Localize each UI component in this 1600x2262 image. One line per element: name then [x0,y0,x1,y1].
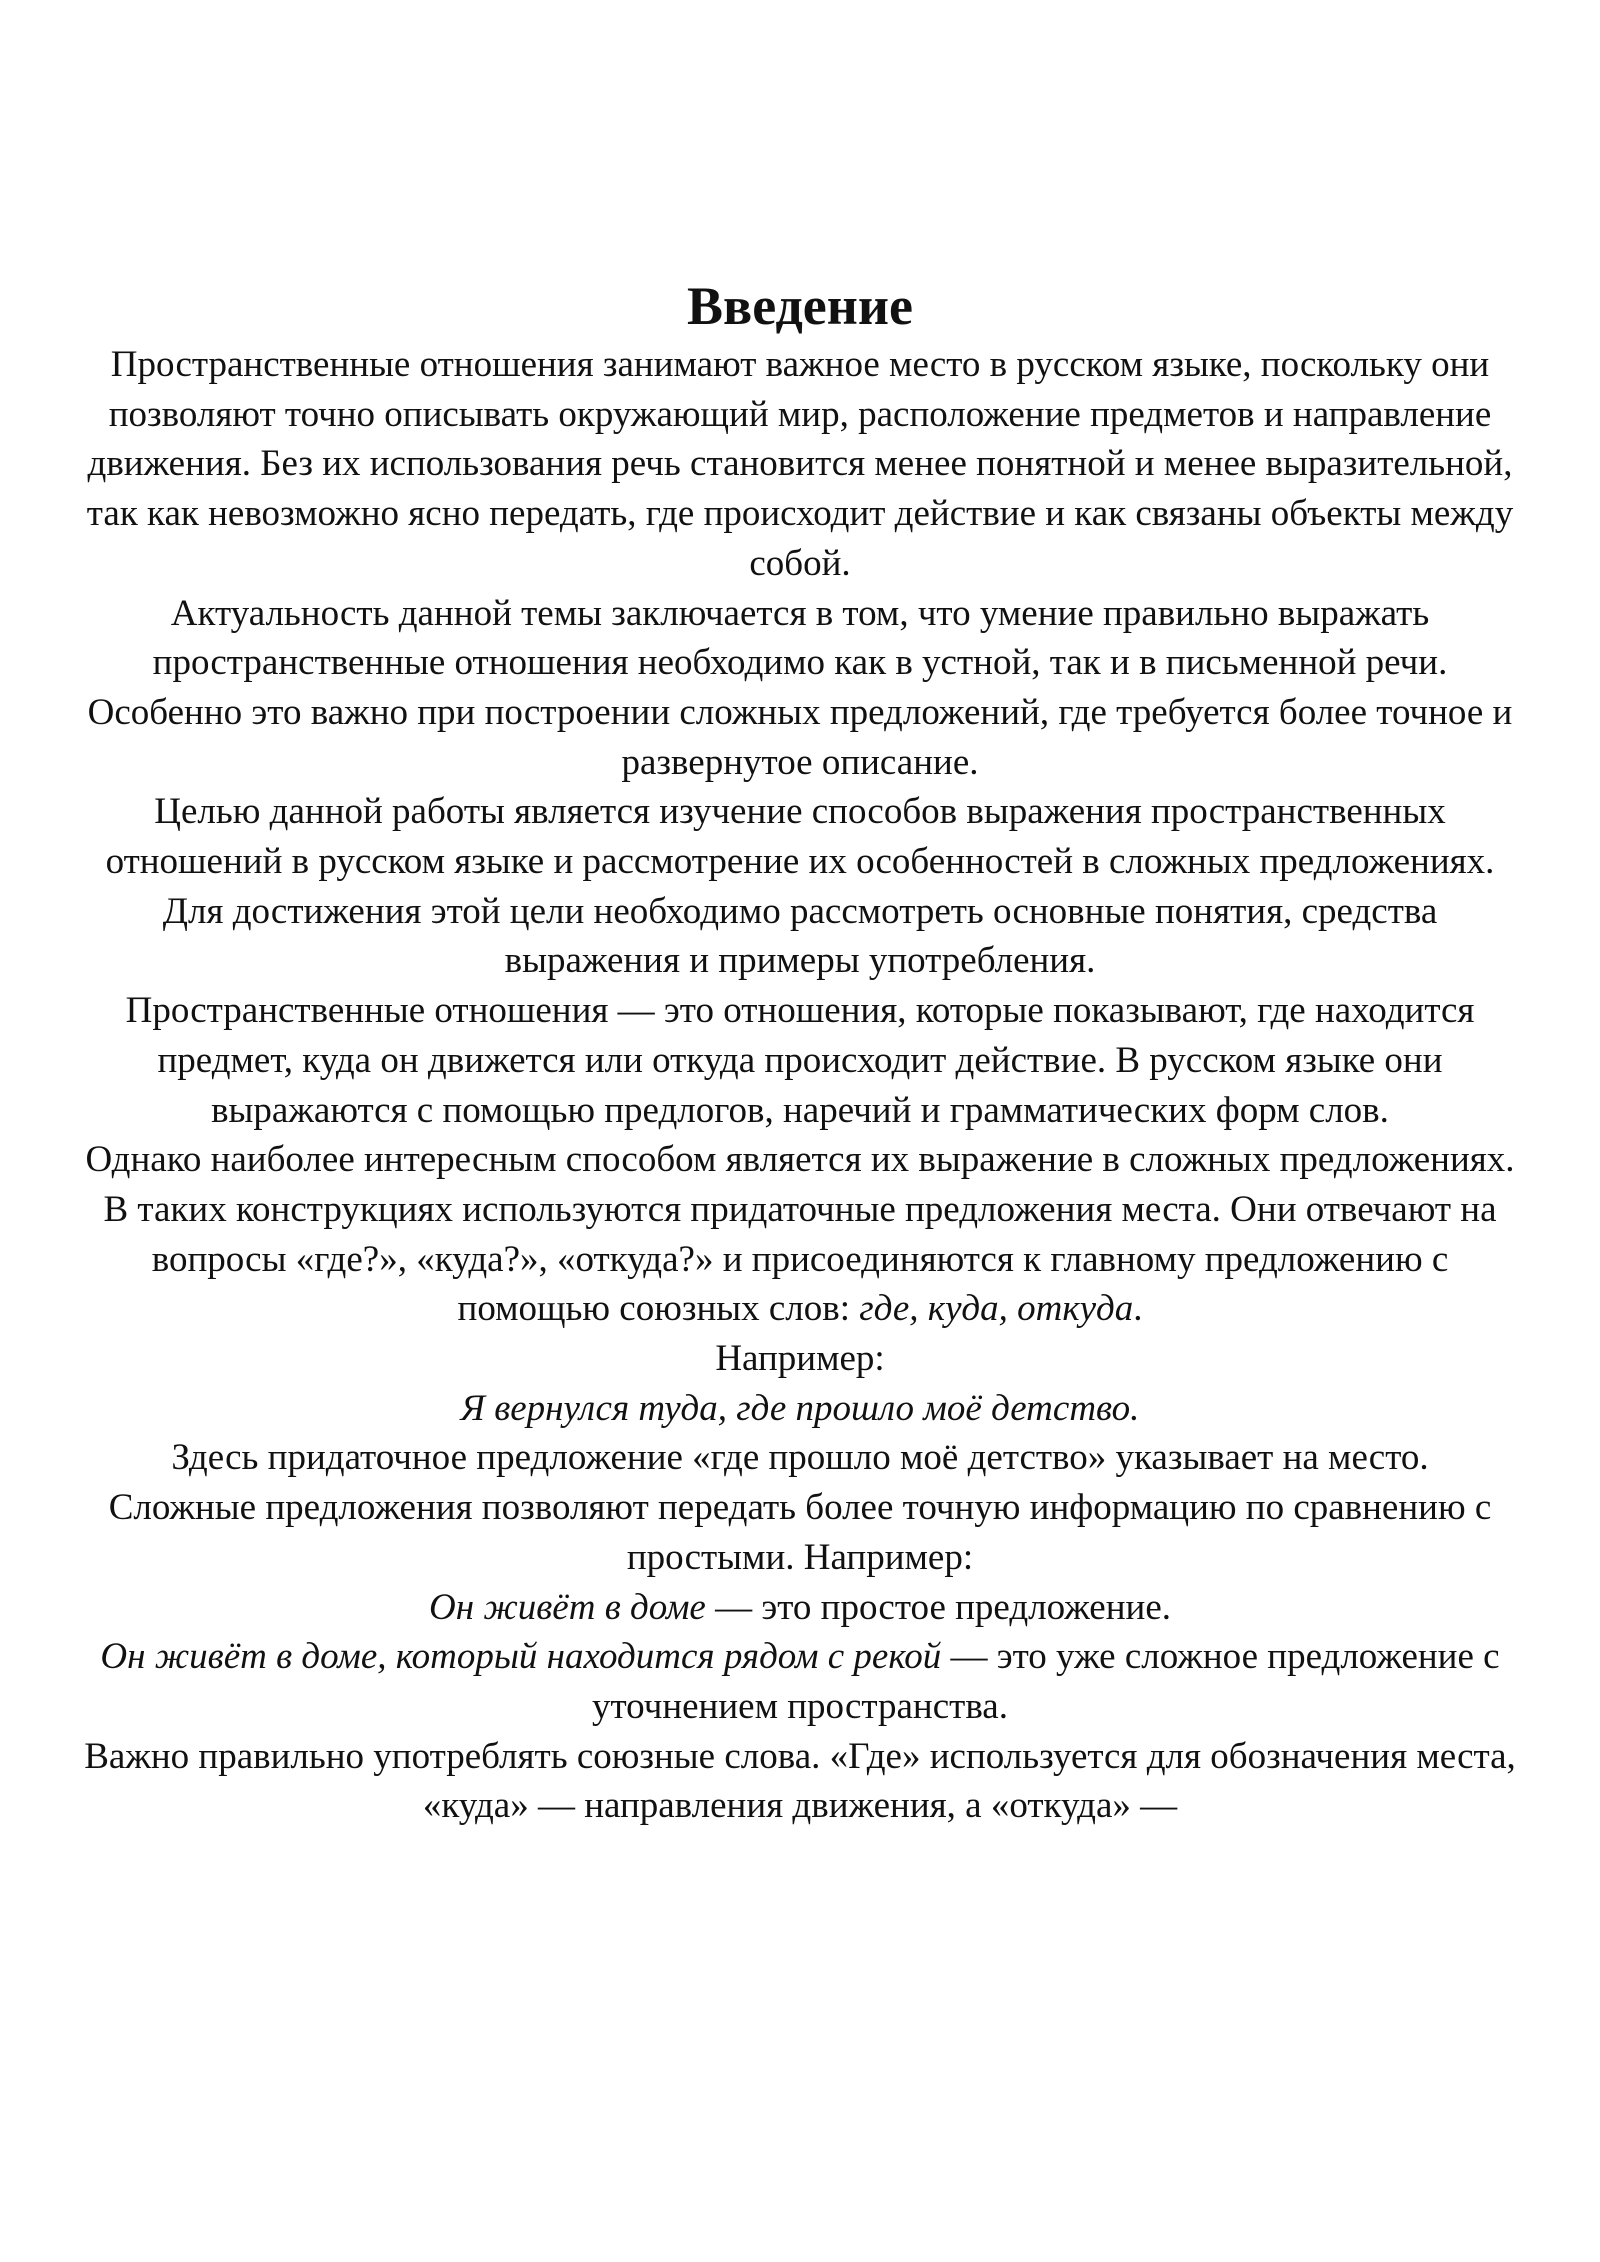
paragraph-definition: Пространственные отношения — это отношения, которые показывают, где находится предмет, куда он движется или откуда происходит действие. В русском языке они выражаются с помощью предлогов, наречий и грамматических форм слов. [125,990,1475,1131]
complex-example-sentence: Он живёт в доме, который находится рядом с рекой [100,1636,942,1678]
paragraph-complex-sentences-end: . [1133,1288,1143,1330]
document-title: Введение [687,276,913,336]
complex-example-comment: — это уже сложное предложение с уточнением пространства. [592,1636,1500,1727]
simple-example-sentence: Он живёт в доме [429,1586,706,1628]
paragraph-example-label: Например: [715,1338,885,1380]
simple-example-comment: — это простое предложение. [705,1586,1171,1628]
paragraph-relevance: Актуальность данной темы заключается в том, что умение правильно выражать пространственные отношения необходимо как в устной, так и в письменной речи. Особенно это важно при построении сложных предложений, где требуется более точное и развернутое описание. [87,592,1513,783]
paragraph-complex-sentences [80,1135,1520,1334]
conjunctive-words: где, куда, откуда [859,1288,1134,1330]
paragraph-simple-example [80,1583,1520,1633]
paragraph-usage: Важно правильно употреблять союзные слова. «Где» используется для обозначения места, «куда» — направления движения, а «откуда» — [84,1735,1516,1827]
paragraph-comparison: Сложные предложения позволяют передать более точную информацию по сравнению с простыми. Например: [108,1487,1492,1578]
paragraph-intro: Пространственные отношения занимают важное место в русском языке, поскольку они позволяют точно описывать окружающий мир, расположение предметов и направление движения. Без их использования речь становится менее понятной и менее выразительной, так как невозможно ясно передать, где происходит действие и как связаны объекты между собой. [86,344,1514,584]
paragraph-goal: Целью данной работы является изучение способов выражения пространственных отношений в русском языке и рассмотрение их особенностей в сложных предложениях. Для достижения этой цели необходимо рассмотреть основные понятия, средства выражения и примеры употребления. [105,791,1495,982]
paragraph-example-explanation: Здесь придаточное предложение «где прошло моё детство» указывает на место. [171,1437,1429,1479]
document-body [80,272,1520,1831]
paragraph-complex-example [80,1632,1520,1731]
paragraph-complex-sentences-text: Однако наиболее интересным способом является их выражение в сложных предложениях. В таких конструкциях используются придаточные предложения места. Они отвечают на вопросы «где?», «куда?», «откуда?» и присоединяются к главному предложению с помощью союзных слов: [85,1139,1515,1330]
example-sentence: Я вернулся туда, где прошло моё детство. [460,1387,1140,1429]
